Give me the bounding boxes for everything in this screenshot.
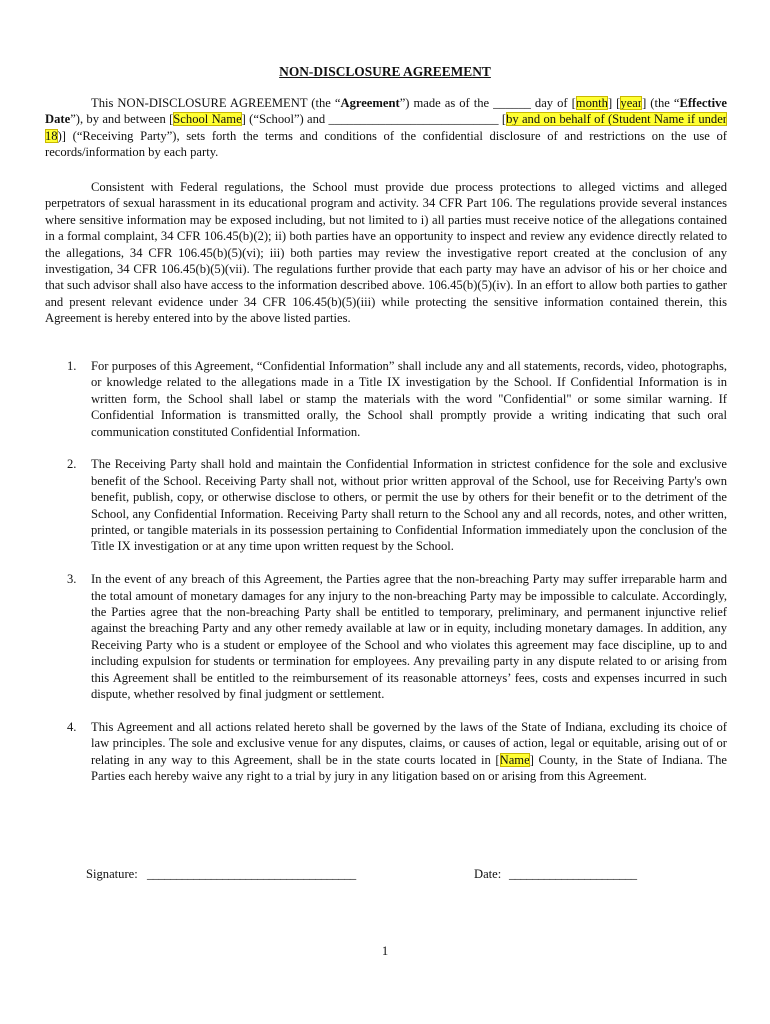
- placeholder-field[interactable]: month: [575, 96, 608, 110]
- signature-line[interactable]: ____________________________________: [147, 867, 356, 881]
- placeholder-field[interactable]: year: [620, 96, 643, 110]
- date-line[interactable]: ______________________: [509, 867, 637, 881]
- text-run: In the event of any breach of this Agreement, the Parties agree that the non-breaching Party may suffer irreparable harm and the total amount of monetary damages for any injury to the non-breaching Party may be impossible to calculate. Accordingly, the Parties agree that the non-breaching Party shall be entitled to temporary, preliminary, and permanent injunctive relief against the breaching Party and any other remedy available at law or in equity, including monetary damages. In addition, any Receiving Party who is a student or employee of the School and who violates this agreement may face discipline, up to and including expulsion for students or termination for employees. Any prevailing party in any dispute related to or arising from this Agreement shall be entitled to the reimbursement of its reasonable attorneys’ fees, costs and expenses incurred in such dispute, whether resolved by final judgment or settlement.: [91, 572, 727, 702]
- intro-paragraph: [45, 95, 727, 161]
- text-run: ”), by and between [: [70, 112, 174, 127]
- text-run: ] [: [607, 96, 621, 110]
- text-run: For purposes of this Agreement, “Confidential Information” shall include any and all statements, records, video, photographs, or knowledge related to the allegations made in a Title IX investigation by the School. If Confidential Information is in written form, the School shall label or stamp the materials with the word "Confidential" or some similar warning. If Confidential Information is transmitted orally, the School shall promptly provide a writing indicating that such oral communication constituted Confidential Information.: [91, 359, 727, 439]
- federal-regulations-paragraph: Consistent with Federal regulations, the School must provide due process protections to alleged victims and alleged perpetrators of sexual harassment in its educational program and activity. 34 CFR Part 106. The regulations provide several instances where sensitive information may be exposed including, but not limited to i) all parties must receive notice of the allegations contained in a formal complaint, 34 CFR 106.45(b)(2); ii) both parties have an opportunity to inspect and review any evidence directly related to the allegations, 34 CFR 106.45(b)(5)(vi); iii) both parties may review the investigative report created at the conclusion of any investigation, 34 CFR 106.45(b)(5)(vii). The regulations further provide that each party may have an advisor of his or her choice and that such advisor shall also have access to the information described above. 106.45(b)(5)(iv). In an effort to allow both parties to gather and present relevant evidence under 34 CFR 106.45(b)(5)(iii) while protecting the sensitive information contained therein, this Agreement is hereby entered into by the above listed parties.: [45, 180, 727, 326]
- text-run: ] County, in the State of Indiana. The Parties each hereby waive any right to a trial by jury in any litigation based on or arising from this Agreement.: [91, 752, 727, 784]
- clause-text: [91, 571, 727, 702]
- placeholder-field[interactable]: School Name: [173, 112, 242, 127]
- text-run: )] (“Receiving Party”), sets forth the terms and conditions of the confidential disclosure of and restrictions on the use of records/information by each party.: [45, 128, 727, 160]
- clause-text: [91, 719, 727, 785]
- clause-list: [45, 358, 727, 801]
- text-run: This Agreement and all actions related hereto shall be governed by the laws of the State of Indiana, excluding its choice of law principles. The sole and exclusive venue for any disputes, claims, or causes of action, legal or equitable, arising out of or relating in any way to this Agreement, shall be in the state courts located in [: [91, 719, 727, 767]
- clause-item: [45, 571, 727, 702]
- text-run: ] (“School”) and ___________________________ [: [241, 112, 507, 127]
- page-number: 1: [381, 944, 389, 958]
- clause-text: [91, 358, 727, 440]
- clause-number: 2.: [67, 457, 77, 472]
- signature-label: Signature:: [86, 867, 138, 881]
- clause-item: [45, 719, 727, 785]
- text-run: ] (the “: [642, 96, 680, 110]
- clause-number: 3.: [67, 572, 77, 587]
- text-run: This NON-DISCLOSURE AGREEMENT (the “: [91, 96, 341, 110]
- text-run: ”) made as of the ______ day of [: [399, 96, 576, 110]
- clause-text: [91, 456, 727, 554]
- clause-item: [45, 456, 727, 554]
- date-label: Date:: [474, 867, 502, 881]
- clause-number: 1.: [67, 359, 77, 373]
- clause-item: [45, 358, 727, 440]
- placeholder-field[interactable]: Name: [499, 752, 530, 767]
- placeholder-field[interactable]: by and on behalf of (Student Name if under 18: [45, 112, 727, 143]
- document-title: NON-DISCLOSURE AGREEMENT: [279, 64, 491, 79]
- defined-term: Effective Date: [45, 96, 727, 127]
- defined-term: Agreement: [340, 96, 400, 110]
- clause-number: 4.: [67, 719, 77, 734]
- text-run: The Receiving Party shall hold and maintain the Confidential Information in strictest confidence for the sole and exclusive benefit of the School. Receiving Party shall not, without prior written approval of the School, use for Receiving Party's own benefit, publish, copy, or otherwise disclose to others, or permit the use by others for their benefit or to the detriment of the School, any Confidential Information. Receiving Party shall return to the School any and all records, notes, and other written, printed, or tangible materials in its possession pertaining to Confidential Information immediately upon the conclusion of the Title IX investigation or at any time upon written request by the School.: [91, 457, 727, 554]
